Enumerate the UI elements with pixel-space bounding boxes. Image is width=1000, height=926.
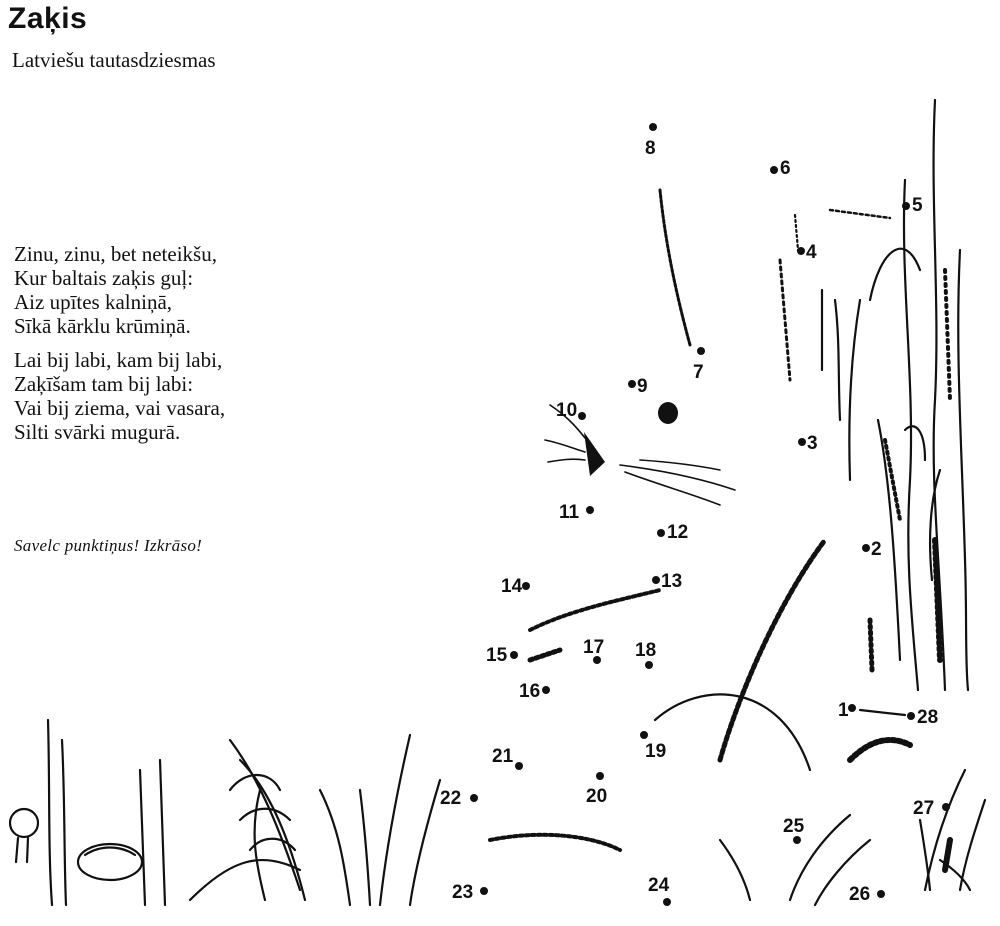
dot-number: 25: [783, 816, 805, 837]
dot-number: 15: [486, 645, 508, 666]
dot-number: 6: [780, 158, 791, 179]
dot-number: 19: [645, 741, 667, 762]
poem-line: Lai bij labi, kam bij labi,: [14, 348, 223, 372]
dot-number: 27: [913, 798, 935, 819]
dot-number: 1: [838, 700, 849, 721]
poem-line: Kur baltais zaķis guļ:: [14, 266, 194, 290]
dot-number: 17: [583, 637, 605, 658]
dot-10: [556, 400, 586, 421]
dot-number: 14: [501, 576, 523, 597]
dot-14: [501, 576, 530, 597]
numbered-dots: [440, 123, 950, 906]
poem-line: Aiz upītes kalniņā,: [14, 290, 173, 314]
dot-number: 16: [519, 681, 541, 702]
dot-number: 21: [492, 746, 514, 767]
poem-line: Vai bij ziema, vai vasara,: [14, 396, 226, 420]
dot-11: [559, 502, 594, 523]
dot-18: [635, 640, 656, 669]
dot-number: 28: [917, 707, 939, 728]
page-subtitle: Latviešu tautasdziesmas: [12, 48, 216, 72]
dot-24: [648, 875, 671, 906]
dot-22: [440, 788, 478, 809]
dot-number: 5: [912, 195, 923, 216]
dot-4: [797, 242, 817, 263]
dot-number: 23: [452, 882, 474, 903]
dot-6: [770, 158, 791, 179]
dot-12: [657, 522, 688, 543]
dot-number: 7: [693, 362, 704, 383]
dot-16: [519, 681, 550, 702]
dot-8: [645, 123, 657, 159]
dot-number: 9: [637, 376, 648, 397]
page-title: Zaķis: [8, 2, 88, 35]
dot-26: [849, 884, 885, 905]
dot-number: 4: [806, 242, 817, 263]
dot-number: 24: [648, 875, 670, 896]
dot-23: [452, 882, 488, 903]
dot-number: 11: [559, 502, 580, 523]
line-art: [10, 100, 985, 905]
dot-25: [783, 816, 805, 844]
dot-19: [640, 731, 666, 762]
dot-number: 18: [635, 640, 657, 661]
instruction-text: Savelc punktiņus! Izkrāso!: [14, 536, 203, 555]
dot-17: [583, 637, 604, 664]
poem-line: Zinu, zinu, bet neteikšu,: [14, 242, 217, 266]
dot-9: [628, 376, 648, 397]
dot-28: [907, 707, 938, 728]
dot-number: 10: [556, 400, 578, 421]
dot-number: 13: [661, 571, 683, 592]
poem-line: Silti svārki mugurā.: [14, 420, 181, 444]
dot-20: [586, 772, 607, 807]
dot-number: 26: [849, 884, 871, 905]
dot-2: [862, 539, 882, 560]
poem-line: Sīkā kārklu krūmiņā.: [14, 314, 191, 338]
dot-15: [486, 645, 518, 666]
dot-number: 20: [586, 786, 608, 807]
dot-21: [492, 746, 523, 770]
dot-7: [693, 347, 705, 383]
poem-line: Zaķīšam tam bij labi:: [14, 372, 194, 396]
dot-number: 3: [807, 433, 818, 454]
dot-3: [798, 433, 818, 454]
dot-number: 2: [871, 539, 882, 560]
dot-1: [838, 700, 856, 721]
dot-number: 8: [645, 138, 656, 159]
dot-number: 22: [440, 788, 462, 809]
dot-number: 12: [667, 522, 689, 543]
